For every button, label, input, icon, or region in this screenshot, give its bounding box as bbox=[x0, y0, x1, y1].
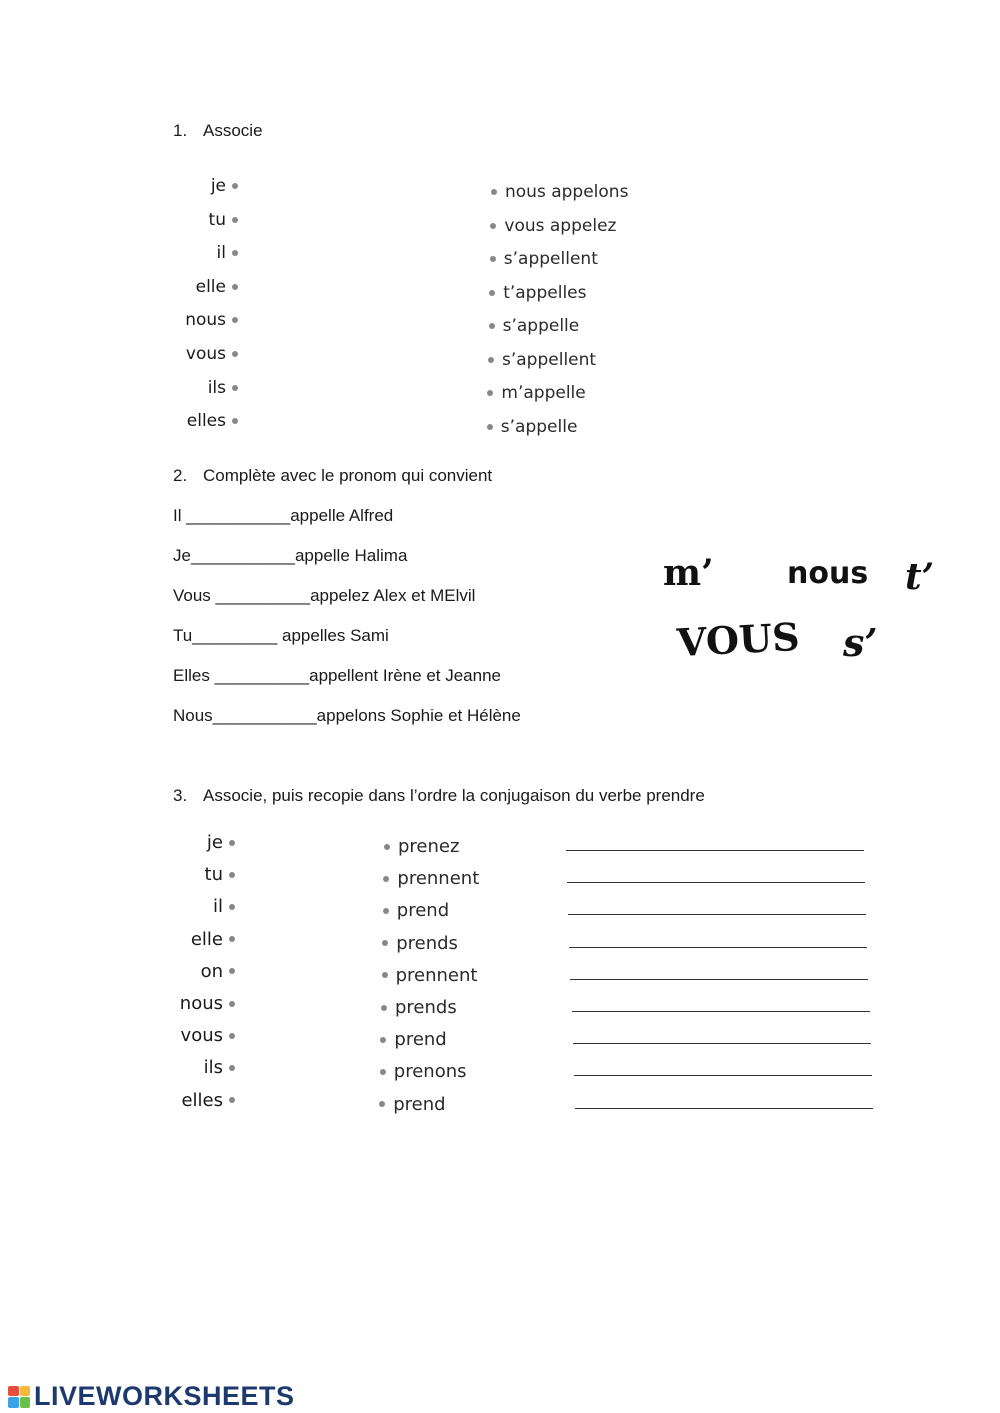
ex3-pronoun-dot[interactable] bbox=[229, 1001, 235, 1007]
ex1-option-item[interactable] bbox=[491, 182, 628, 202]
ex1-option-label: t’appelles bbox=[503, 282, 587, 303]
ex1-pronoun-item[interactable] bbox=[187, 411, 238, 431]
ex1-pronoun-label: il bbox=[216, 243, 226, 264]
ex1-pronoun-dot[interactable] bbox=[232, 385, 238, 391]
ex3-pronoun-item[interactable] bbox=[201, 961, 235, 982]
sentence-4[interactable]: Tu_________ appelles Sami bbox=[173, 626, 389, 645]
ex3-option-item[interactable] bbox=[383, 900, 449, 921]
ex1-option-dot[interactable] bbox=[491, 189, 497, 195]
ex1-pronoun-item[interactable] bbox=[208, 378, 238, 398]
ex3-pronoun-label: elle bbox=[190, 928, 223, 950]
ex3-option-dot[interactable] bbox=[380, 1037, 386, 1043]
ex1-option-item[interactable] bbox=[490, 249, 598, 269]
ex1-pronoun-item[interactable] bbox=[196, 277, 238, 297]
ex1-pronoun-label: je bbox=[210, 176, 226, 196]
ex1-option-dot[interactable] bbox=[490, 223, 496, 229]
ex1-pronoun-dot[interactable] bbox=[232, 183, 238, 189]
ex3-answer-line[interactable] bbox=[570, 979, 868, 980]
ex3-answer-line[interactable] bbox=[574, 1075, 872, 1076]
exercise-1-title: Associe bbox=[203, 121, 263, 140]
ex1-option-item[interactable] bbox=[489, 283, 586, 303]
ex1-option-label: m’appelle bbox=[501, 383, 586, 403]
word-bank-s: s’ bbox=[843, 620, 878, 665]
exercise-3-heading bbox=[173, 786, 705, 806]
ex3-option-label: prend bbox=[393, 1093, 446, 1115]
sentence-2[interactable]: Je___________appelle Halima bbox=[173, 546, 408, 565]
ex3-pronoun-label: on bbox=[200, 960, 223, 982]
exercise-3-number: 3. bbox=[173, 786, 188, 805]
ex3-option-dot[interactable] bbox=[383, 908, 389, 914]
ex3-pronoun-label: elles bbox=[181, 1089, 223, 1111]
ex1-option-dot[interactable] bbox=[490, 256, 496, 262]
ex3-option-item[interactable] bbox=[382, 965, 478, 986]
ex1-option-label: nous appelons bbox=[505, 182, 629, 202]
ex3-pronoun-item[interactable] bbox=[191, 929, 235, 950]
ex1-option-dot[interactable] bbox=[487, 424, 493, 430]
ex3-pronoun-dot[interactable] bbox=[229, 1033, 235, 1039]
ex1-pronoun-dot[interactable] bbox=[232, 250, 238, 256]
logo-text: LIVEWORKSHEETS bbox=[34, 1381, 295, 1411]
ex3-option-item[interactable] bbox=[381, 997, 457, 1018]
word-bank-vous: VOUS bbox=[675, 613, 801, 666]
ex3-pronoun-item[interactable] bbox=[213, 896, 235, 917]
ex3-option-label: prenons bbox=[393, 1061, 467, 1083]
ex3-option-dot[interactable] bbox=[381, 1005, 387, 1011]
ex1-pronoun-label: ils bbox=[207, 377, 226, 398]
ex1-pronoun-label: elle bbox=[195, 276, 226, 297]
ex3-pronoun-item[interactable] bbox=[180, 993, 235, 1014]
ex1-option-item[interactable] bbox=[487, 417, 578, 437]
ex3-option-label: prend bbox=[396, 900, 450, 922]
ex3-pronoun-dot[interactable] bbox=[229, 968, 235, 974]
ex1-pronoun-dot[interactable] bbox=[232, 317, 238, 323]
ex3-option-item[interactable] bbox=[382, 933, 458, 954]
ex3-pronoun-dot[interactable] bbox=[229, 840, 235, 846]
ex3-option-dot[interactable] bbox=[384, 844, 390, 850]
ex1-pronoun-item[interactable] bbox=[211, 176, 238, 196]
sentence-3[interactable]: Vous __________appelez Alex et MElvil bbox=[173, 586, 476, 605]
sentence-5[interactable]: Elles __________appellent Irène et Jeanne bbox=[173, 666, 501, 685]
ex1-pronoun-dot[interactable] bbox=[232, 217, 238, 223]
ex1-option-item[interactable] bbox=[490, 216, 616, 236]
ex3-option-label: prends bbox=[395, 997, 457, 1018]
ex3-option-label: prends bbox=[396, 932, 458, 954]
ex3-pronoun-dot[interactable] bbox=[229, 904, 235, 910]
ex3-pronoun-label: vous bbox=[180, 1025, 223, 1047]
ex1-pronoun-label: tu bbox=[208, 209, 226, 230]
ex3-pronoun-item[interactable] bbox=[205, 864, 235, 885]
ex1-option-dot[interactable] bbox=[489, 323, 495, 329]
ex1-option-dot[interactable] bbox=[488, 357, 494, 363]
ex1-option-label: s’appelle bbox=[500, 416, 578, 437]
ex3-option-label: prennent bbox=[397, 868, 480, 890]
ex1-option-label: vous appelez bbox=[504, 215, 617, 236]
ex3-pronoun-item[interactable] bbox=[207, 832, 235, 853]
word-bank-t: t’ bbox=[905, 556, 935, 598]
ex3-option-label: prend bbox=[394, 1029, 447, 1051]
ex3-pronoun-item[interactable] bbox=[181, 1025, 235, 1046]
ex1-pronoun-item[interactable] bbox=[185, 310, 238, 330]
ex3-pronoun-dot[interactable] bbox=[229, 872, 235, 878]
word-bank-nous: nous bbox=[787, 556, 869, 591]
ex1-option-item[interactable] bbox=[488, 350, 596, 370]
sentence-1[interactable]: Il ___________appelle Alfred bbox=[173, 506, 394, 525]
ex3-option-item[interactable] bbox=[383, 868, 479, 889]
ex1-pronoun-label: vous bbox=[185, 344, 226, 364]
ex3-answer-line[interactable] bbox=[567, 882, 865, 883]
ex3-option-item[interactable] bbox=[380, 1029, 446, 1050]
ex3-answer-line[interactable] bbox=[569, 947, 867, 948]
ex3-pronoun-label: tu bbox=[204, 864, 223, 886]
ex3-answer-line[interactable] bbox=[572, 1011, 870, 1012]
ex1-pronoun-dot[interactable] bbox=[232, 284, 238, 290]
ex1-option-label: s’appellent bbox=[503, 249, 598, 269]
exercise-3-title: Associe, puis recopie dans l’ordre la conjugaison du verbe prendre bbox=[203, 786, 705, 805]
ex3-pronoun-label: il bbox=[212, 896, 223, 918]
ex3-option-dot[interactable] bbox=[383, 876, 389, 882]
ex1-pronoun-item[interactable] bbox=[217, 243, 238, 263]
liveworksheets-logo bbox=[8, 1381, 295, 1412]
ex3-answer-line[interactable] bbox=[566, 850, 864, 851]
ex1-option-dot[interactable] bbox=[487, 390, 493, 396]
ex3-pronoun-item[interactable] bbox=[181, 1090, 235, 1111]
ex3-option-dot[interactable] bbox=[380, 1069, 386, 1075]
ex3-pronoun-dot[interactable] bbox=[229, 936, 235, 942]
ex3-answer-line[interactable] bbox=[568, 914, 866, 915]
ex1-pronoun-item[interactable] bbox=[186, 344, 238, 364]
ex3-answer-line[interactable] bbox=[575, 1108, 873, 1109]
exercise-2-heading bbox=[173, 466, 492, 486]
exercise-2-number: 2. bbox=[173, 466, 188, 485]
ex1-option-item[interactable] bbox=[487, 383, 585, 403]
ex3-pronoun-item[interactable] bbox=[204, 1057, 235, 1078]
ex3-option-label: prennent bbox=[395, 964, 478, 986]
logo-mark-icon bbox=[8, 1386, 30, 1408]
exercise-1-heading bbox=[173, 121, 263, 141]
ex1-pronoun-label: nous bbox=[185, 310, 226, 331]
sentence-6[interactable]: Nous___________appelons Sophie et Hélène bbox=[173, 706, 521, 725]
exercise-2-title: Complète avec le pronom qui convient bbox=[203, 466, 493, 485]
ex3-option-item[interactable] bbox=[380, 1061, 467, 1082]
ex1-pronoun-label: elles bbox=[186, 411, 226, 432]
word-bank-m: m’ bbox=[663, 552, 714, 594]
ex3-pronoun-dot[interactable] bbox=[229, 1065, 235, 1071]
ex1-pronoun-dot[interactable] bbox=[232, 418, 238, 424]
ex3-option-dot[interactable] bbox=[382, 940, 388, 946]
ex1-option-label: s’appellent bbox=[502, 349, 597, 370]
ex1-pronoun-dot[interactable] bbox=[232, 351, 238, 357]
ex3-pronoun-label: je bbox=[206, 832, 223, 853]
ex1-option-dot[interactable] bbox=[489, 290, 495, 296]
ex1-pronoun-item[interactable] bbox=[209, 210, 238, 230]
ex3-option-dot[interactable] bbox=[379, 1101, 385, 1107]
ex1-option-item[interactable] bbox=[489, 316, 580, 336]
exercise-1-number: 1. bbox=[173, 121, 188, 140]
ex3-option-label: prenez bbox=[398, 836, 460, 857]
ex3-option-dot[interactable] bbox=[382, 972, 388, 978]
ex3-pronoun-dot[interactable] bbox=[229, 1097, 235, 1103]
ex3-pronoun-label: ils bbox=[203, 1057, 223, 1079]
ex3-option-item[interactable] bbox=[379, 1094, 445, 1115]
ex3-answer-line[interactable] bbox=[573, 1043, 871, 1044]
ex3-pronoun-label: nous bbox=[179, 993, 223, 1014]
ex1-option-label: s’appelle bbox=[502, 316, 580, 336]
ex3-option-item[interactable] bbox=[384, 836, 459, 857]
